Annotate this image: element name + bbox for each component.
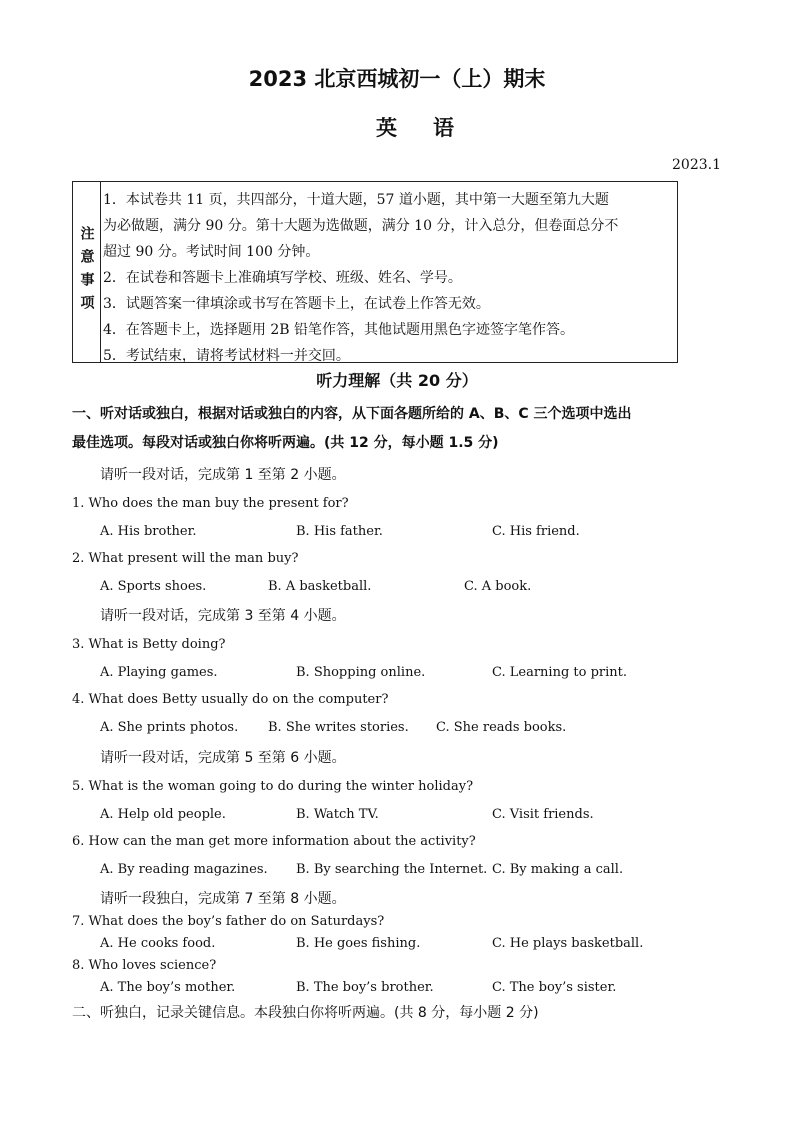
question-text: 6. How can the man get more information about the activity? xyxy=(72,834,476,849)
option-b: B. By searching the Internet. xyxy=(296,862,488,877)
option-c: C. By making a call. xyxy=(492,862,624,877)
option-b: B. The boy’s brother. xyxy=(296,980,434,995)
notice-line: 1．本试卷共 11 页，共四部分，十道大题，57 道小题，其中第一大题至第九大题 xyxy=(103,192,609,208)
question-text: 8. Who loves science? xyxy=(72,958,217,973)
notice-line: 4．在答题卡上，选择题用 2B 铅笔作答，其他试题用黑色字迹签字笔作答。 xyxy=(103,322,575,338)
option-b: B. She writes stories. xyxy=(268,720,409,735)
option-c: C. Learning to print. xyxy=(492,665,628,680)
option-b: B. Watch TV. xyxy=(296,807,379,822)
option-a: A. She prints photos. xyxy=(100,720,239,735)
page-title: 2023 北京西城初一（上）期末 xyxy=(248,67,546,91)
part1-instruction-cont: 最佳选项。每段对话或独白你将听两遍。(共 12 分，每小题 1.5 分) xyxy=(72,435,499,451)
section-heading: 听力理解（共 20 分） xyxy=(316,371,478,390)
option-b: B. Shopping online. xyxy=(296,665,426,680)
option-a: A. The boy’s mother. xyxy=(100,980,236,995)
notice-label-text: 注意事项 xyxy=(78,226,95,318)
notice-label xyxy=(73,182,101,362)
option-c: C. His friend. xyxy=(492,524,580,539)
question-text: 7. What does the boy’s father do on Saturdays? xyxy=(72,914,385,929)
exam-date: 2023.1 xyxy=(672,157,721,173)
question-text: 2. What present will the man buy? xyxy=(72,551,299,566)
option-c: C. Visit friends. xyxy=(492,807,594,822)
option-a: A. Sports shoes. xyxy=(100,579,207,594)
option-a: A. By reading magazines. xyxy=(100,862,268,877)
dialogue-instruction: 请听一段对话，完成第 3 至第 4 小题。 xyxy=(100,608,346,624)
question-text: 1. Who does the man buy the present for? xyxy=(72,496,349,511)
dialogue-instruction: 请听一段对话，完成第 5 至第 6 小题。 xyxy=(100,750,346,766)
dialogue-instruction: 请听一段对话，完成第 1 至第 2 小题。 xyxy=(100,467,346,483)
notice-line: 为必做题，满分 90 分。第十大题为选做题，满分 10 分，计入总分，但卷面总分不 xyxy=(103,218,619,234)
question-text: 5. What is the woman going to do during the winter holiday? xyxy=(72,779,474,794)
question-text: 4. What does Betty usually do on the computer? xyxy=(72,692,389,707)
option-a: A. Playing games. xyxy=(100,665,218,680)
option-a: A. His brother. xyxy=(100,524,197,539)
part2-instruction: 二、听独白，记录关键信息。本段独白你将听两遍。(共 8 分，每小题 2 分) xyxy=(72,1005,539,1021)
option-c: C. A book. xyxy=(464,579,532,594)
part1-instruction: 一、听对话或独白，根据对话或独白的内容，从下面各题所给的 A、B、C 三个选项中选出 xyxy=(72,406,632,422)
notice-box xyxy=(72,181,678,363)
option-b: B. He goes fishing. xyxy=(296,936,421,951)
option-c: C. The boy’s sister. xyxy=(492,980,617,995)
notice-line: 超过 90 分。考试时间 100 分钟。 xyxy=(103,244,320,260)
notice-line: 3．试题答案一律填涂或书写在答题卡上，在试卷上作答无效。 xyxy=(103,296,490,312)
option-c: C. She reads books. xyxy=(436,720,567,735)
monologue-instruction: 请听一段独白，完成第 7 至第 8 小题。 xyxy=(100,891,346,907)
question-text: 3. What is Betty doing? xyxy=(72,637,226,652)
option-c: C. He plays basketball. xyxy=(492,936,644,951)
notice-line: 2．在试卷和答题卡上准确填写学校、班级、姓名、学号。 xyxy=(103,270,462,286)
option-b: B. His father. xyxy=(296,524,383,539)
notice-line: 5．考试结束，请将考试材料一并交回。 xyxy=(103,348,350,364)
option-b: B. A basketball. xyxy=(268,579,372,594)
option-a: A. He cooks food. xyxy=(100,936,216,951)
subject-title: 英语 xyxy=(376,116,490,140)
option-a: A. Help old people. xyxy=(100,807,226,822)
